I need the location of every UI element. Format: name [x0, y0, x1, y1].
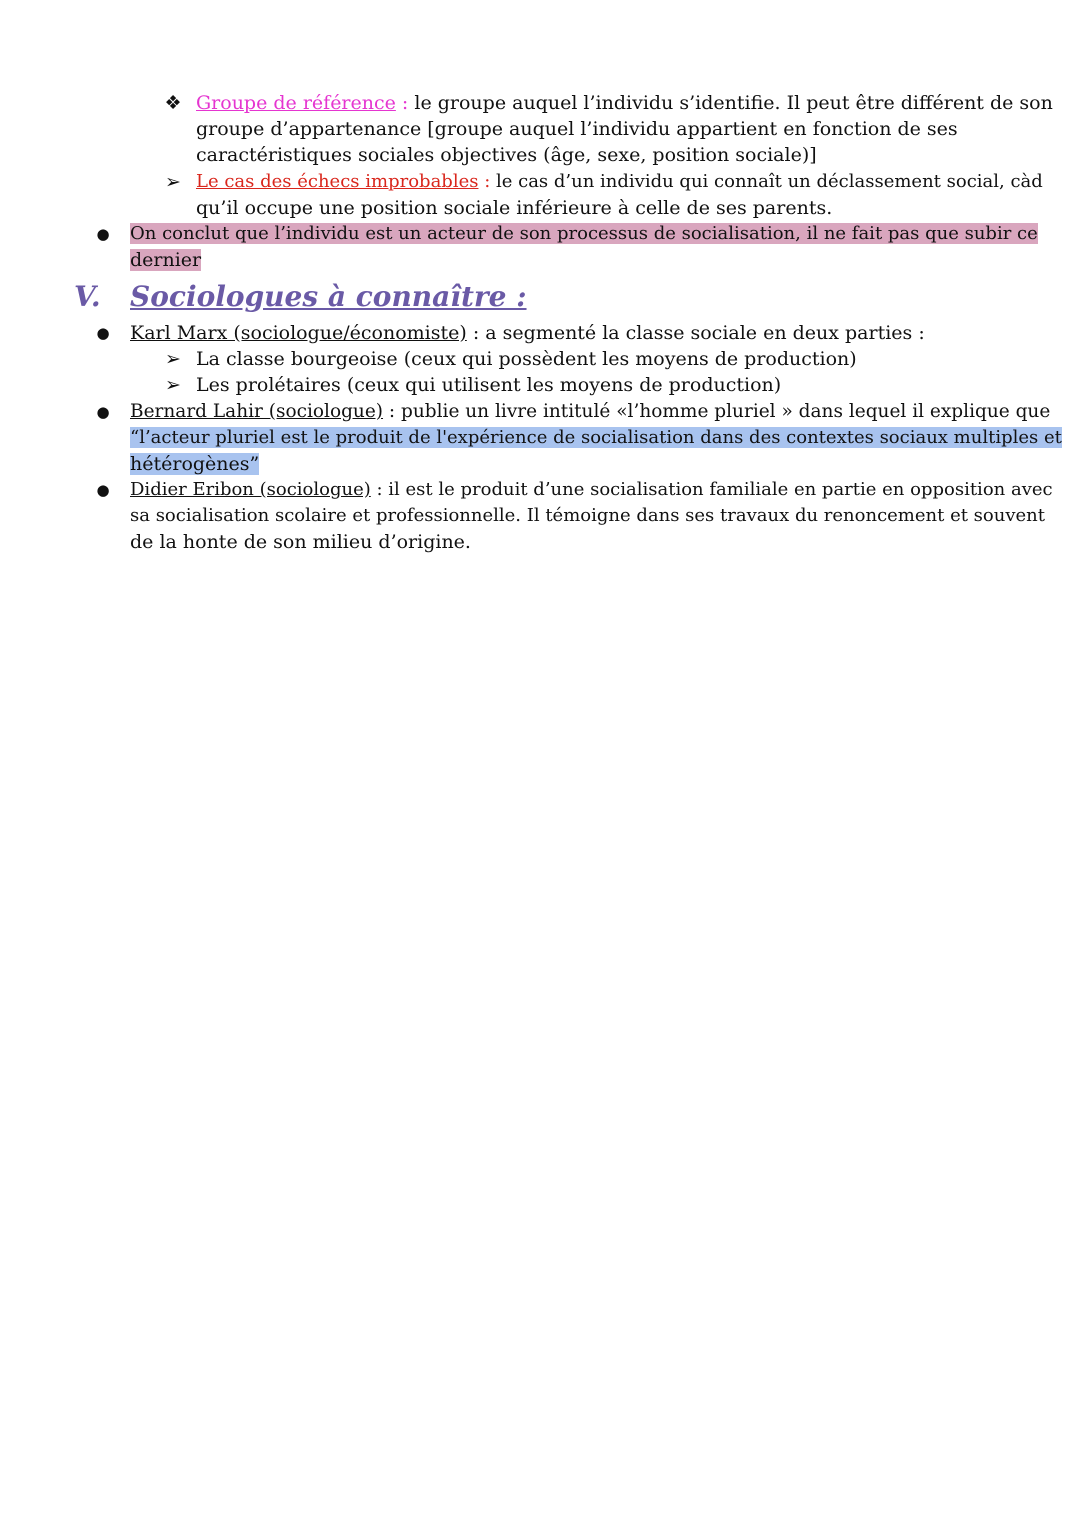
lahir-quote-1: “l’acteur pluriel est le produit de l'expérience de socialisation dans des contextes sociaux multiples et	[130, 427, 1062, 448]
eribon-line-2: sa socialisation scolaire et professionnelle. Il témoigne dans ses travaux du renoncement et souvent	[130, 505, 1045, 526]
eribon-term: Didier Eribon (sociologue)	[130, 479, 371, 500]
conclusion-line-1	[130, 221, 1038, 247]
round-bullet-icon: ●	[96, 225, 110, 243]
eribon-line-3: de la honte de son milieu d’origine.	[130, 531, 471, 553]
section-title: Sociologues à connaître :	[130, 280, 527, 313]
eribon-line-1	[130, 477, 1053, 503]
lahir-rest: : publie un livre intitulé «l’homme pluriel » dans lequel il explique que	[383, 401, 1051, 422]
conclusion-line-2	[130, 247, 201, 273]
lahir-quote-line-1	[130, 425, 1062, 451]
marx-sub-2: Les prolétaires (ceux qui utilisent les moyens de production)	[196, 374, 782, 396]
marx-line	[130, 320, 925, 346]
marx-sub-1: La classe bourgeoise (ceux qui possèdent les moyens de production)	[196, 348, 857, 370]
eribon-rest: : il est le produit d’une socialisation familiale en partie en opposition avec	[370, 479, 1053, 500]
echecs-sep: :	[478, 171, 491, 192]
groupe-reference-sep: :	[395, 92, 409, 114]
marx-term: Karl Marx (sociologue/économiste)	[130, 322, 467, 344]
groupe-reference-text-1: le groupe auquel l’individu s’identifie. Il peut être différent de son	[408, 92, 1053, 114]
round-bullet-icon: ●	[96, 481, 110, 499]
section-number: V.	[74, 280, 101, 313]
marx-rest: : a segmenté la classe sociale en deux parties :	[466, 322, 925, 344]
arrow-bullet-icon: ➢	[165, 171, 181, 193]
echecs-text-1: le cas d’un individu qui connaît un déclassement social, càd	[490, 171, 1043, 192]
round-bullet-icon: ●	[96, 403, 110, 421]
groupe-reference-term: Groupe de référence	[196, 92, 396, 114]
diamond-bullet-icon: ❖	[164, 92, 182, 114]
arrow-bullet-icon: ➢	[165, 348, 181, 370]
echecs-line-2: qu’il occupe une position sociale inférieure à celle de ses parents.	[196, 197, 833, 219]
lahir-line	[130, 399, 1050, 425]
groupe-reference-line-1	[196, 90, 1053, 116]
arrow-bullet-icon: ➢	[165, 374, 181, 396]
lahir-quote-line-2	[130, 451, 259, 477]
groupe-reference-line-2: groupe d’appartenance [groupe auquel l’individu appartient en fonction de ses	[196, 118, 958, 140]
conclusion-text-2: dernier	[130, 249, 202, 271]
conclusion-text-1: On conclut que l’individu est un acteur de son processus de socialisation, il ne fait pas que subir ce	[130, 223, 1038, 244]
lahir-term: Bernard Lahir (sociologue)	[130, 401, 384, 422]
echecs-line-1	[196, 169, 1043, 195]
echecs-term: Le cas des échecs improbables	[196, 171, 479, 192]
round-bullet-icon: ●	[96, 324, 110, 342]
lahir-quote-2: hétérogènes”	[130, 453, 260, 475]
groupe-reference-line-3: caractéristiques sociales objectives (âge, sexe, position sociale)]	[196, 144, 817, 166]
